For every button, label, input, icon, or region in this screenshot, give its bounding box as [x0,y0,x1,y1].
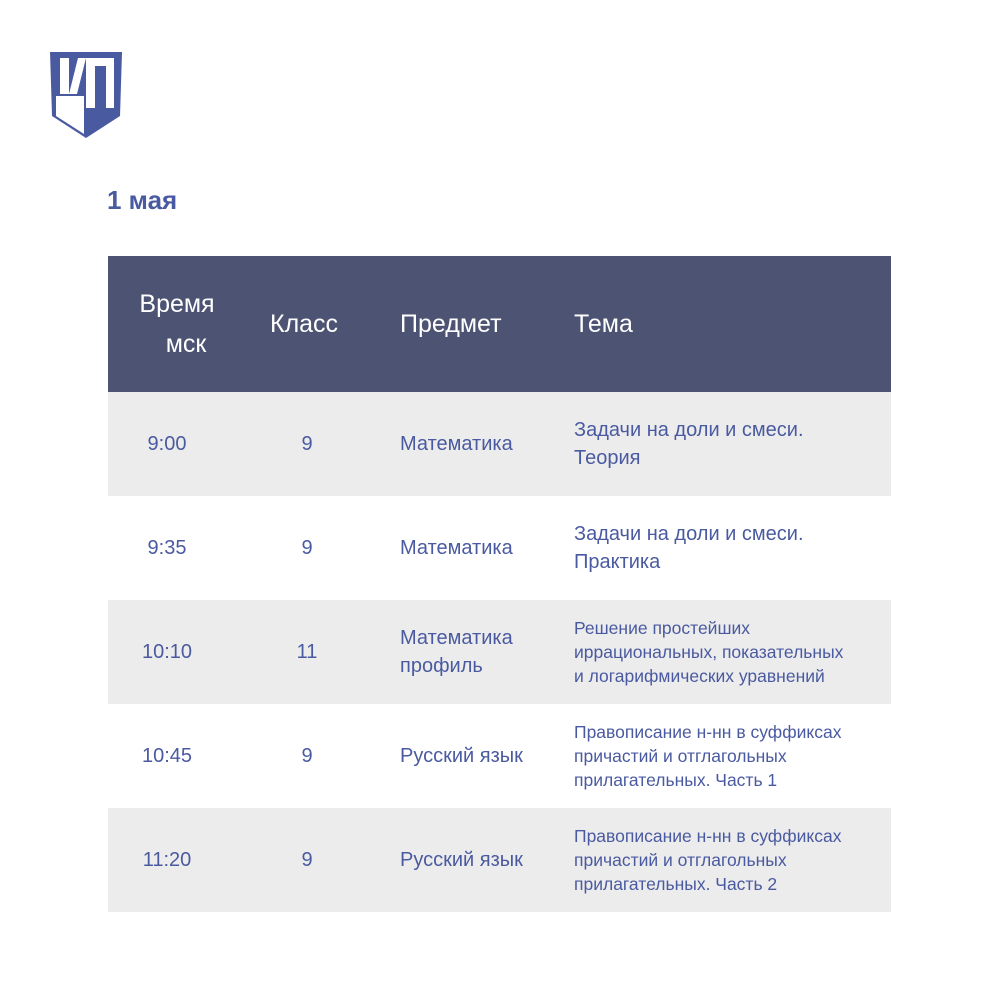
row-grade: 9 [301,432,313,455]
date-heading: 1 мая [107,185,178,215]
header-time-label: Время [139,290,215,318]
table-header-row [108,256,891,392]
row-topic-line: Правописание н-нн в суффиксах [574,826,842,846]
row-topic-line: Задачи на доли и смеси. [574,523,804,545]
row-grade: 9 [301,848,313,871]
row-topic-line: Правописание н-нн в суффиксах [574,722,842,742]
row-subject-line: Математика [400,537,513,559]
row-subject-line: Математика [400,627,513,649]
row-grade: 9 [301,744,313,767]
header-time [108,284,236,364]
row-subject-line: Русский язык [400,745,523,767]
row-time: 9:00 [147,432,187,455]
row-time: 10:10 [141,640,193,663]
row-topic-line: иррациональных, показательных [574,642,844,662]
header-topic: Тема [574,310,633,338]
table-row [108,808,891,912]
row-topic [562,824,891,896]
row-topic-line: прилагательных. Часть 2 [574,874,778,894]
row-time: 10:45 [141,744,193,767]
row-topic [562,720,891,792]
row-topic-line: прилагательных. Часть 1 [574,770,778,790]
header-time-zone-label: мск [165,330,207,358]
row-topic-line: причастий и отглагольных [574,746,787,766]
row-grade: 9 [301,536,313,559]
row-topic-line: Задачи на доли и смеси. [574,419,804,441]
row-grade: 11 [296,640,318,663]
row-topic-line: Решение простейших [574,618,751,638]
row-subject-line: Математика [400,433,513,455]
table-row [108,600,891,704]
row-topic-line: Практика [574,551,661,573]
table-row [108,496,891,600]
row-subject [388,430,562,458]
publisher-logo-icon [48,48,124,142]
row-time: 9:35 [147,536,187,559]
header-subject: Предмет [400,310,502,338]
row-subject [388,846,562,874]
row-topic [562,616,891,688]
row-time: 11:20 [142,848,192,871]
row-subject [388,742,562,770]
row-topic-line: и логарифмических уравнений [574,666,825,686]
row-topic [562,416,891,472]
row-subject-line: Русский язык [400,849,523,871]
table-row [108,392,891,496]
row-topic-line: Теория [574,447,641,469]
row-subject [388,534,562,562]
table-row [108,704,891,808]
header-grade: Класс [270,310,339,338]
row-topic-line: причастий и отглагольных [574,850,787,870]
row-subject-line: профиль [400,655,483,677]
schedule-table [108,256,891,912]
row-subject [388,624,562,680]
row-topic [562,520,891,576]
